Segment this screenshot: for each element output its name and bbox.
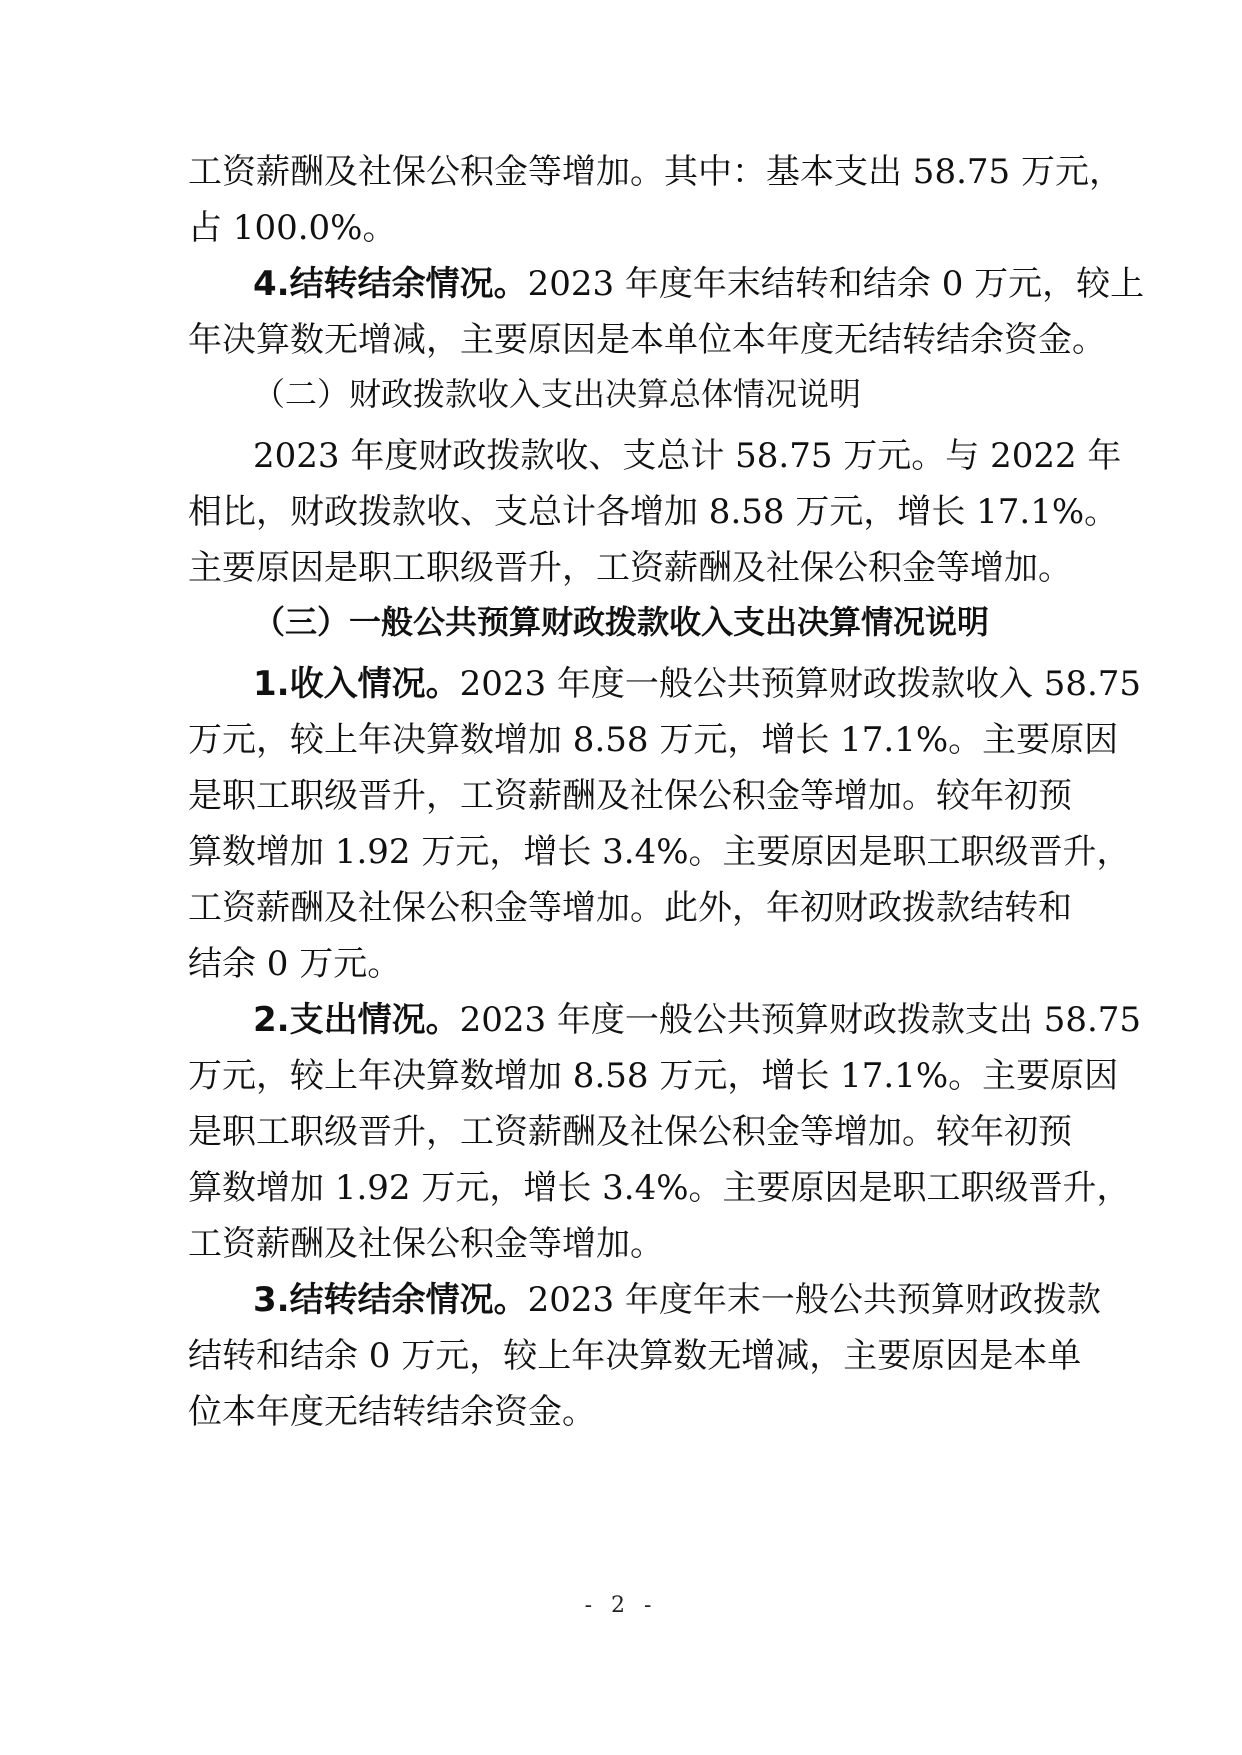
paragraph-line: 是职工职级晋升，工资薪酬及社保公积金等增加。较年初预 (188, 776, 1072, 816)
paragraph-line: 万元，较上年决算数增加 8.58 万元，增长 17.1%。主要原因 (188, 1056, 1119, 1096)
paragraph-line: 算数增加 1.92 万元，增长 3.4%。主要原因是职工职级晋升， (188, 832, 1131, 872)
paragraph-line: 算数增加 1.92 万元，增长 3.4%。主要原因是职工职级晋升， (188, 1168, 1131, 1208)
paragraph-line: 主要原因是职工职级晋升，工资薪酬及社保公积金等增加。 (188, 548, 1072, 588)
paragraph-line: 结余 0 万元。 (188, 944, 402, 984)
paragraph-line (253, 664, 1142, 704)
paragraph-line (253, 1280, 1133, 1320)
paragraph-line: 年决算数无增减，主要原因是本单位本年度无结转结余资金。 (188, 320, 1106, 360)
section-title-2: 2.支出情况。 (253, 1000, 460, 1040)
paragraph-line: 工资薪酬及社保公积金等增加。其中：基本支出 58.75 万元， (188, 152, 1123, 192)
page-number: - 2 - (584, 1593, 658, 1618)
paragraph-line: 占 100.0%。 (188, 208, 397, 248)
paragraph-text: 2023 年度年末结转和结余 0 万元，较上 (527, 264, 1145, 304)
paragraph-line: 结转和结余 0 万元，较上年决算数无增减，主要原因是本单 (188, 1336, 1082, 1376)
paragraph-line: 万元，较上年决算数增加 8.58 万元，增长 17.1%。主要原因 (188, 720, 1119, 760)
paragraph-line (253, 1000, 1142, 1040)
paragraph-text: 2023 年度年末一般公共预算财政拨款 (527, 1280, 1101, 1320)
section-title-3: 3.结转结余情况。 (253, 1280, 528, 1320)
paragraph-line: 位本年度无结转结余资金。 (188, 1392, 596, 1432)
section-heading-3: （三）一般公共预算财政拨款收入支出决算情况说明 (253, 603, 990, 641)
paragraph-line: 相比，财政拨款收、支总计各增加 8.58 万元，增长 17.1%。 (188, 492, 1119, 532)
paragraph-line: 是职工职级晋升，工资薪酬及社保公积金等增加。较年初预 (188, 1112, 1072, 1152)
paragraph-line: 工资薪酬及社保公积金等增加。 (188, 1224, 664, 1264)
paragraph-line (253, 264, 1145, 304)
paragraph-line: 2023 年度财政拨款收、支总计 58.75 万元。与 2022 年 (253, 436, 1122, 476)
paragraph-line: 工资薪酬及社保公积金等增加。此外，年初财政拨款结转和 (188, 888, 1072, 928)
section-heading-2: （二）财政拨款收入支出决算总体情况说明 (253, 375, 862, 413)
section-title-1: 1.收入情况。 (253, 664, 460, 704)
paragraph-text: 2023 年度一般公共预算财政拨款支出 58.75 (459, 1000, 1142, 1040)
section-title-4: 4.结转结余情况。 (253, 264, 528, 304)
paragraph-text: 2023 年度一般公共预算财政拨款收入 58.75 (459, 664, 1142, 704)
